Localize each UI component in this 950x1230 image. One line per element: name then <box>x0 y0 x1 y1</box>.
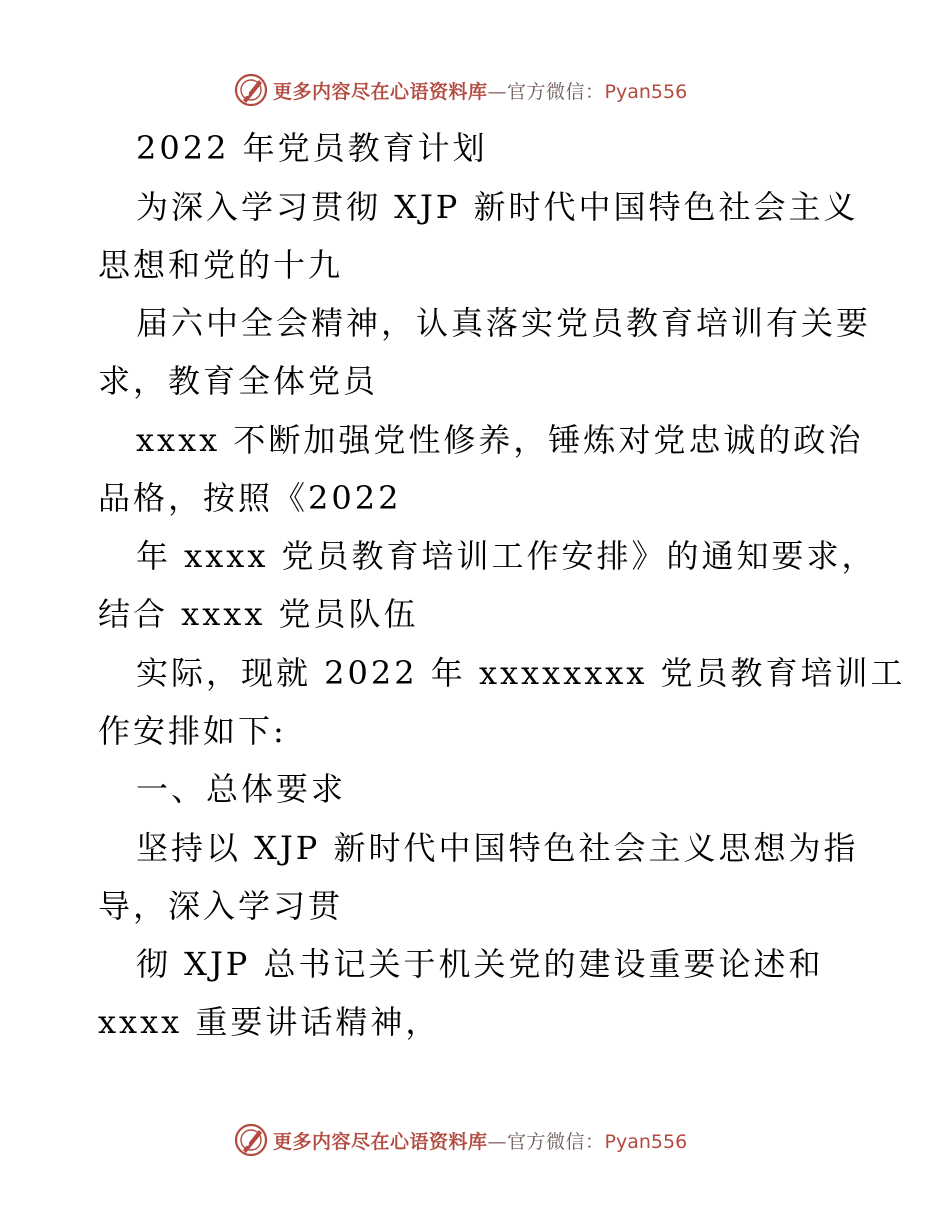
watermark-banner-bottom <box>233 1120 687 1160</box>
watermark-text <box>273 1127 687 1154</box>
paragraph-line: xxxx 不断加强党性修养，锤炼对党忠诚的政治 <box>136 421 864 459</box>
document-title: 2022 年党员教育计划 <box>136 129 488 167</box>
paragraph-line: 求，教育全体党员 <box>98 362 379 400</box>
section-heading: 一、总体要求 <box>136 770 347 808</box>
watermark-dash: — <box>487 80 508 103</box>
paragraph-line: 彻 XJP 总书记关于机关党的建设重要论述和 <box>136 945 824 983</box>
watermark-wechat-id: Pyan556 <box>604 80 688 103</box>
paragraph-line: 为深入学习贯彻 XJP 新时代中国特色社会主义 <box>136 188 859 226</box>
watermark-dash: — <box>487 1130 508 1153</box>
pen-circle-logo-icon <box>233 72 269 108</box>
watermark-site-name: 更多内容尽在心语资料库 <box>273 1130 488 1153</box>
paragraph-line: 实际，现就 2022 年 xxxxxxxx 党员教育培训工 <box>136 654 906 692</box>
pen-circle-logo-icon <box>233 1122 269 1158</box>
watermark-wechat-label: 官方微信： <box>507 1130 605 1153</box>
watermark-site-name: 更多内容尽在心语资料库 <box>273 80 488 103</box>
paragraph-line: 作安排如下: <box>98 712 287 750</box>
paragraph-line: 思想和党的十九 <box>98 246 344 284</box>
paragraph-line: 结合 xxxx 党员队伍 <box>98 595 419 633</box>
watermark-text <box>273 77 687 104</box>
paragraph-line: 坚持以 XJP 新时代中国特色社会主义思想为指 <box>136 829 859 867</box>
paragraph-line: xxxx 重要讲话精神， <box>98 1003 441 1041</box>
watermark-banner-top <box>233 70 687 110</box>
paragraph-line: 品格，按照《2022 <box>98 479 402 517</box>
watermark-wechat-label: 官方微信： <box>507 80 605 103</box>
paragraph-line: 年 xxxx 党员教育培训工作安排》的通知要求， <box>136 537 877 575</box>
watermark-wechat-id: Pyan556 <box>604 1130 688 1153</box>
paragraph-line: 届六中全会精神，认真落实党员教育培训有关要 <box>136 304 872 342</box>
paragraph-line: 导，深入学习贯 <box>98 887 344 925</box>
